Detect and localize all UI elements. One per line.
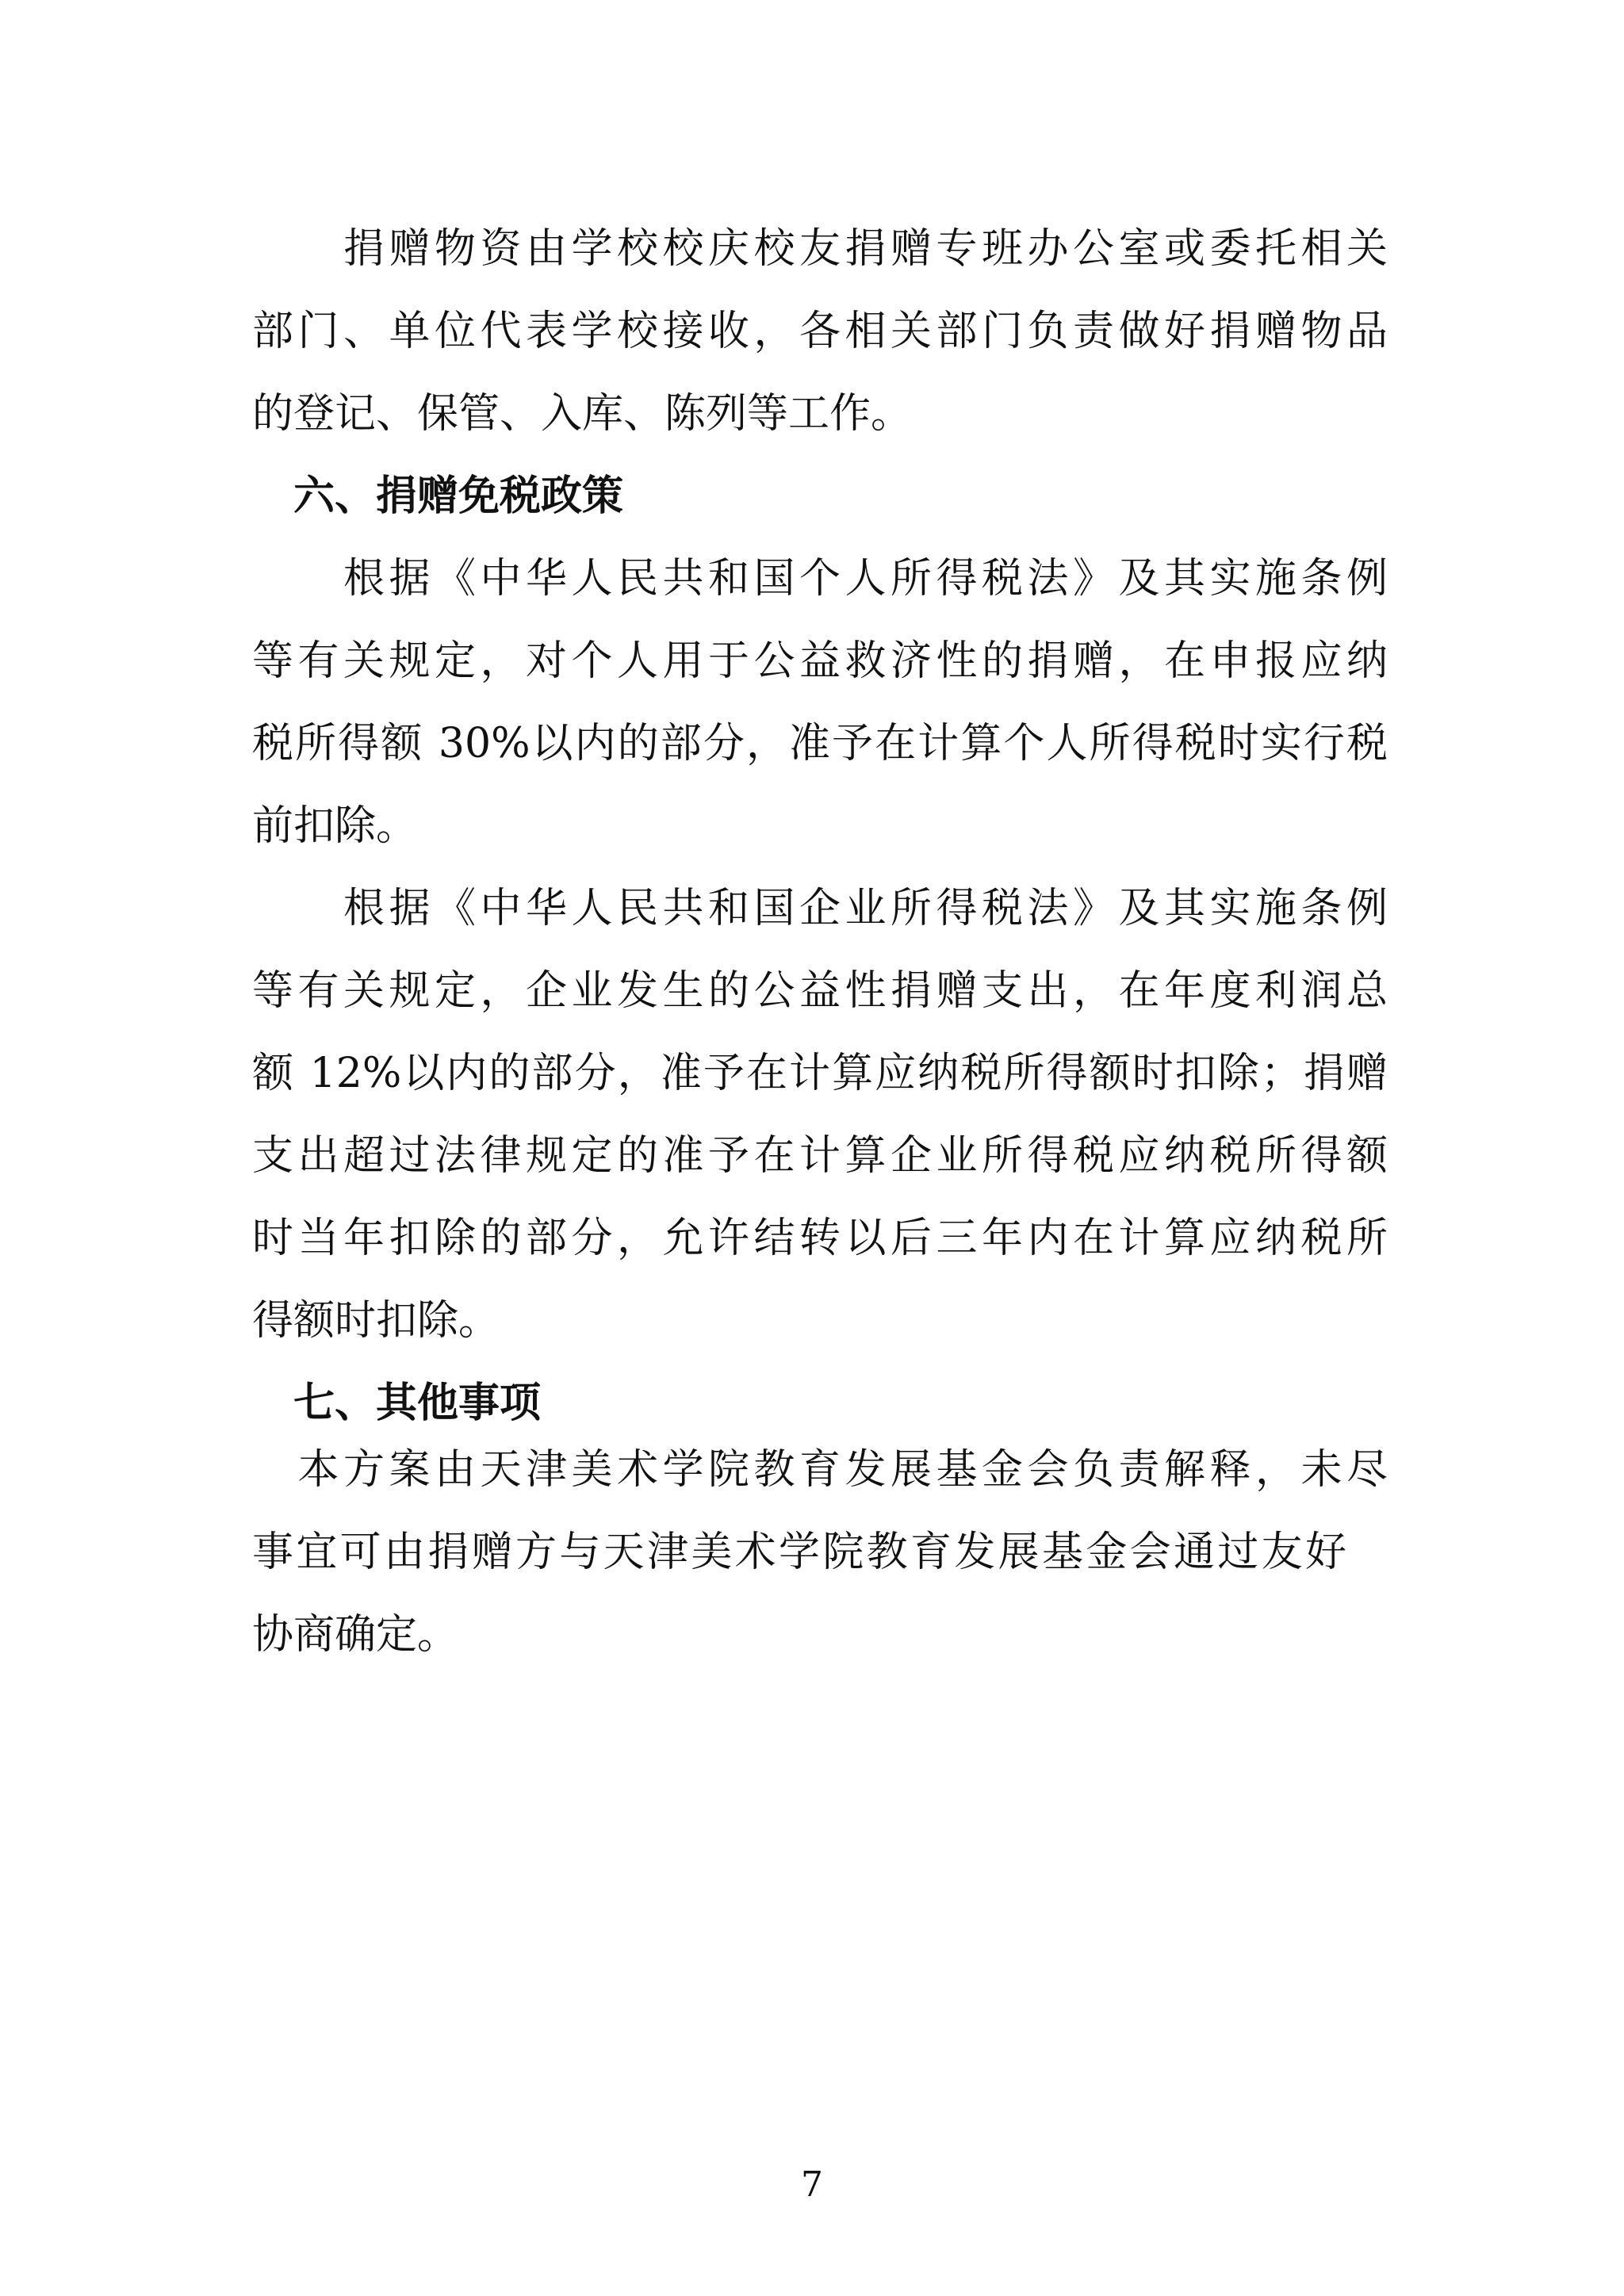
paragraph-3-line-5: 时当年扣除的部分，允许结转以后三年内在计算应纳税所 (252, 1215, 1388, 1262)
paragraph-4-line-3: 协商确定。 (252, 1611, 459, 1659)
section-heading-7: 七、其他事项 (252, 1380, 542, 1427)
paragraph-2-line-4: 前扣除。 (252, 802, 418, 850)
paragraph-1-line-3: 的登记、保管、入库、陈列等工作。 (252, 390, 913, 438)
section-heading-6: 六、捐赠免税政策 (252, 473, 624, 520)
paragraph-3-line-1: 根据《中华人民共和国企业所得税法》及其实施条例 (252, 885, 1388, 932)
paragraph-2-line-3: 税所得额 30%以内的部分，准予在计算个人所得税时实行税 (252, 720, 1388, 767)
paragraph-2-line-2: 等有关规定，对个人用于公益救济性的捐赠，在申报应纳 (252, 637, 1388, 685)
paragraph-3-line-6: 得额时扣除。 (252, 1297, 500, 1345)
paragraph-3-line-2: 等有关规定，企业发生的公益性捐赠支出，在年度利润总 (252, 967, 1388, 1015)
page-number: 7 (801, 2164, 823, 2205)
paragraph-2-line-1: 根据《中华人民共和国个人所得税法》及其实施条例 (252, 555, 1388, 603)
paragraph-3-line-4: 支出超过法律规定的准予在计算企业所得税应纳税所得额 (252, 1132, 1388, 1180)
paragraph-4-line-2: 事宜可由捐赠方与天津美术学院教育发展基金会通过友好 (252, 1529, 1346, 1576)
paragraph-1-line-2: 部门、单位代表学校接收，各相关部门负责做好捐赠物品 (252, 308, 1388, 355)
paragraph-3-line-3: 额 12%以内的部分，准予在计算应纳税所得额时扣除；捐赠 (252, 1050, 1388, 1097)
paragraph-1-line-1: 捐赠物资由学校校庆校友捐赠专班办公室或委托相关 (252, 225, 1388, 273)
paragraph-4-line-1: 本方案由天津美术学院教育发展基金会负责解释，未尽 (252, 1446, 1388, 1494)
